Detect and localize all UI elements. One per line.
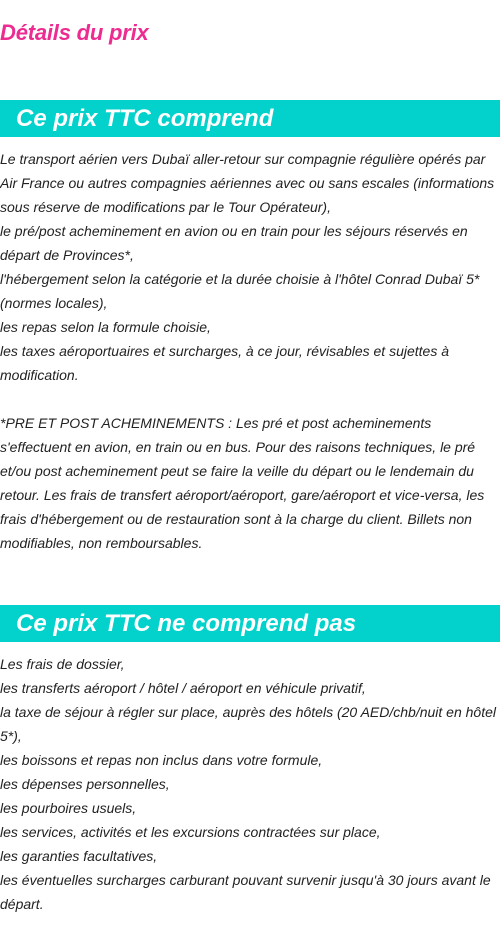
excluded-section-heading: Ce prix TTC ne comprend pas [0, 605, 500, 642]
included-item-transport: Le transport aérien vers Dubaï aller-retour sur compagnie régulière opérés par Air France ou autres compagnies aériennes avec ou sans escales (informations sous réserve de modifications par le Tour Opérateur), [0, 151, 495, 215]
included-item-taxes: les taxes aéroportuaires et surcharges, à ce jour, révisables et sujettes à modification. [0, 343, 450, 383]
excluded-item-transferts: les transferts aéroport / hôtel / aéroport en véhicule privatif, [0, 680, 366, 696]
included-item-pre-post-acheminement: le pré/post acheminement en avion ou en train pour les séjours réservés en départ de Provinces*, [0, 223, 468, 263]
included-item-hebergement: l'hébergement selon la catégorie et la durée choisie à l'hôtel Conrad Dubaï 5* (normes locales), [0, 271, 480, 311]
included-item-repas: les repas selon la formule choisie, [0, 319, 211, 335]
page-title: Détails du prix [0, 20, 149, 45]
excluded-list [0, 652, 500, 916]
excluded-item-boissons: les boissons et repas non inclus dans votre formule, [0, 752, 323, 768]
excluded-item-garanties: les garanties facultatives, [0, 848, 158, 864]
excluded-item-frais-dossier: Les frais de dossier, [0, 656, 125, 672]
excluded-item-surcharges: les éventuelles surcharges carburant pouvant survenir jusqu'à 30 jours avant le départ. [0, 872, 491, 912]
included-list [0, 147, 500, 387]
included-section-heading: Ce prix TTC comprend [0, 100, 500, 137]
excluded-item-taxe-sejour: la taxe de séjour à régler sur place, auprès des hôtels (20 AED/chb/nuit en hôtel 5*), [0, 704, 496, 744]
acheminement-note: *PRE ET POST ACHEMINEMENTS : Les pré et post acheminements s'effectuent en avion, en train ou en bus. Pour des raisons techniques, le pré et/ou post acheminement peut se faire la veille du départ ou le lendemain du retour. Les frais de transfert aéroport/aéroport, gare/aéroport et vice-versa, les frais d'hébergement ou de restauration sont à la charge du client. Billets non modifiables, non remboursables. [0, 415, 485, 551]
excluded-item-depenses: les dépenses personnelles, [0, 776, 170, 792]
excluded-item-services: les services, activités et les excursions contractées sur place, [0, 824, 381, 840]
excluded-item-pourboires: les pourboires usuels, [0, 800, 137, 816]
